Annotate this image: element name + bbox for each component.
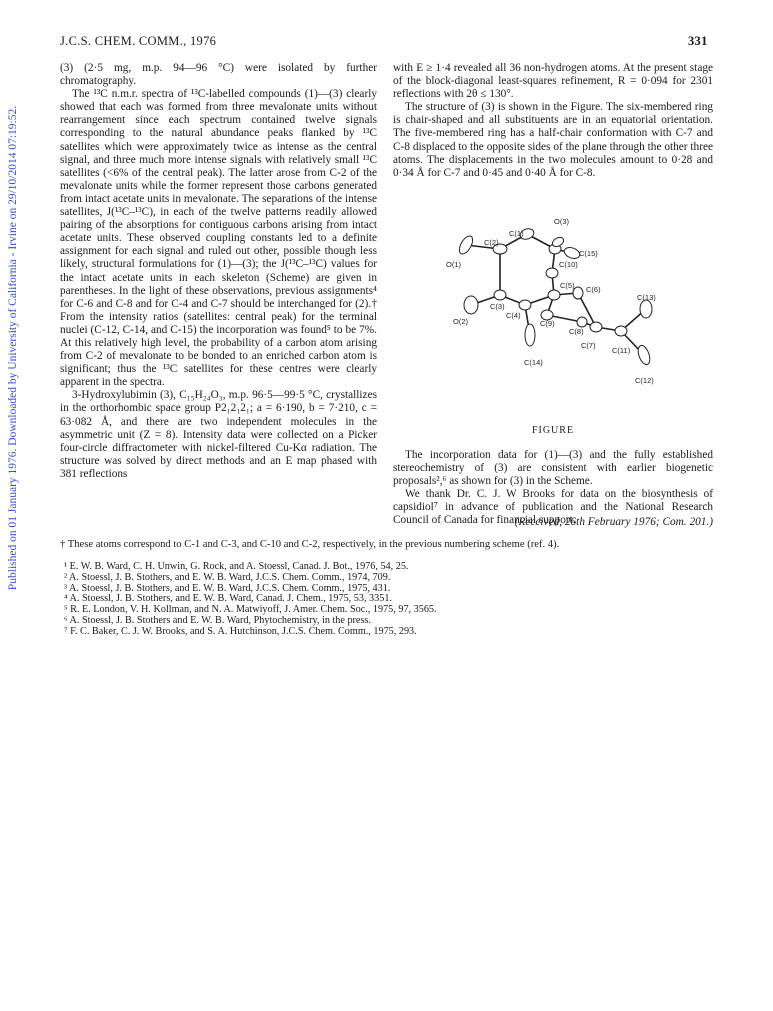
atom-label: C(6)	[586, 285, 601, 294]
atom-label: C(9)	[540, 319, 555, 328]
atom-label: C(15)	[579, 249, 598, 258]
right-column-top	[393, 62, 713, 180]
references	[64, 562, 664, 638]
atom-label: C(7)	[581, 341, 596, 350]
atom-label: C(5)	[560, 281, 575, 290]
page-number: 331	[688, 34, 708, 48]
reference-item: ¹ E. W. B. Ward, C. H. Unwin, G. Rock, and A. Stoessl, Canad. J. Bot., 1976, 54, 25.	[64, 561, 409, 572]
atom-label: C(4)	[506, 311, 521, 320]
journal-header: J.C.S. CHEM. COMM., 1976	[60, 34, 217, 48]
right-paragraph: The structure of (3) is shown in the Figure. The six-membered ring is chair-shaped and all substituents are in an equatorial orientation. The five-membered ring has a half-chair conformation with C-7 and C-8 displaced to the opposite sides of the plane through the other three atoms. The displacements in the two molecules amount to 0·28 and 0·34 Å for C-7 and 0·45 and 0·40 Å for C-8.	[393, 101, 713, 179]
right-paragraph: The incorporation data for (1)—(3) and the fully established stereochemistry of (3) are consistent with earlier biogenetic proposals²,⁶ as shown for (3) in the Scheme.	[393, 449, 713, 488]
received-note: (Received, 26th February 1976; Com. 201.)	[514, 516, 713, 528]
atom-label: C(2)	[484, 238, 499, 247]
footnote: † These atoms correspond to C-1 and C-3, and C-10 and C-2, respectively, in the previous numbering scheme (ref. 4).	[60, 539, 560, 550]
download-watermark: Published on 01 January 1976. Downloaded by University of California - Irvine on 29/10/2014 07:19:52.	[7, 105, 19, 591]
reference-item: ⁴ A. Stoessl, J. B. Stothers, and E. W. B. Ward, Canad. J. Chem., 1975, 53, 3351.	[64, 593, 392, 605]
atom-label: C(14)	[524, 358, 543, 367]
atom-label: O(3)	[554, 217, 569, 226]
reference-item: ⁷ F. C. Baker, C. J. W. Brooks, and S. A. Hutchinson, J.C.S. Chem. Comm., 1975, 293.	[64, 625, 417, 637]
atom-label: C(3)	[490, 302, 505, 311]
atom-label: C(8)	[569, 327, 584, 336]
left-paragraph: The ¹³C n.m.r. spectra of ¹³C-labelled compounds (1)—(3) clearly showed that each was formed from three mevalonate units without rearrangement since each spectrum contained twelve signals corresponding to the natural abundance peaks flanked by ¹³C satellites which were approximately twice as intense as the central signal, and three much more intense signals with relatively small ¹³C satellites (<6% of the central peak). The latter arose from C-2 of the mevalonate units while the former represent those carbons generated from intact acetate units in mevalonate. The separations of the intense satellites, J(¹³C–¹³C), in each of the twelve patterns readily allowed pairing of the absorptions for contiguous carbons arising from intact acetate units. These observed coupling constants led to a definite assignment for each signal and ruled out other, possible though less likely, structural formulations for (1)—(3); the J(¹³C–¹³C) values for the intact acetate units in each skeleton (Scheme) are given in parentheses. In the light of these observations, previous assignments⁴ for C-6 and C-8 and for C-4 and C-7 should be interchanged for (2).† From the intensity ratios (satellites: central peak) for the terminal nuclei (C-12, C-14, and C-15) the incorporation was found⁵ to be 7%. At this relatively high level, the probability of a carbon atom arising from C-2 of mevalonate to be bonded to an enriched carbon atom is significant; thus the ¹³C satellites for these centres were clearly apparent in the spectra.	[60, 88, 377, 389]
reference-item: ⁵ R. E. London, V. H. Kollman, and N. A. Matwiyoff, J. Amer. Chem. Soc., 1975, 97, 3565.	[64, 604, 437, 616]
atom-label: C(1)	[509, 229, 524, 238]
atom-label: O(1)	[446, 260, 461, 269]
atom-label: C(12)	[635, 376, 654, 385]
atom-label: O(2)	[453, 317, 468, 326]
right-paragraph: We thank Dr. C. J. W Brooks for data on the biosynthesis of capsidiol⁷ in advance of publication and the National Research Council of Canada for financial support.	[393, 488, 713, 527]
left-paragraph: (3) (2·5 mg, m.p. 94—96 °C) were isolated by further chromatography.	[60, 62, 377, 88]
atom-label: C(11)	[612, 346, 631, 355]
figure-caption: FIGURE	[531, 425, 575, 436]
right-paragraph: with E ≥ 1·4 revealed all 36 non-hydrogen atoms. At the present stage of the block-diagonal least-squares refinement, R = 0·094 for 2301 reflections with 2θ ≤ 130°.	[393, 62, 713, 101]
crystal-structure-figure	[430, 205, 700, 405]
atom-label: C(10)	[559, 260, 578, 269]
reference-item: ² A. Stoessl, J. B. Stothers, and E. W. B. Ward, J.C.S. Chem. Comm., 1974, 709.	[64, 571, 391, 583]
left-column	[60, 62, 377, 481]
reference-item: ³ A. Stoessl, J. B. Stothers, and E. W. B. Ward, J.C.S. Chem. Comm., 1975, 431.	[64, 582, 391, 594]
reference-item: ⁶ A. Stoessl, J. B. Stothers and E. W. B. Ward, Phytochemistry, in the press.	[64, 614, 371, 626]
atom-label: C(13)	[637, 293, 656, 302]
left-paragraph: 3-Hydroxylubimin (3), C₁₅H₂₄O₃, m.p. 96·5—99·5 °C, crystallizes in the orthorhombic space group P2₁2₁2₁; a = 6·190, b = 7·210, c = 63·082 Å, and there are two independent molecules in the asymmetric unit (Z = 8). Intensity data were collected on a Picker four-circle diffractometer with nickel-filtered Cu-Kα radiation. The structure was solved by direct methods and an E map phased with 381 reflections	[60, 389, 377, 480]
